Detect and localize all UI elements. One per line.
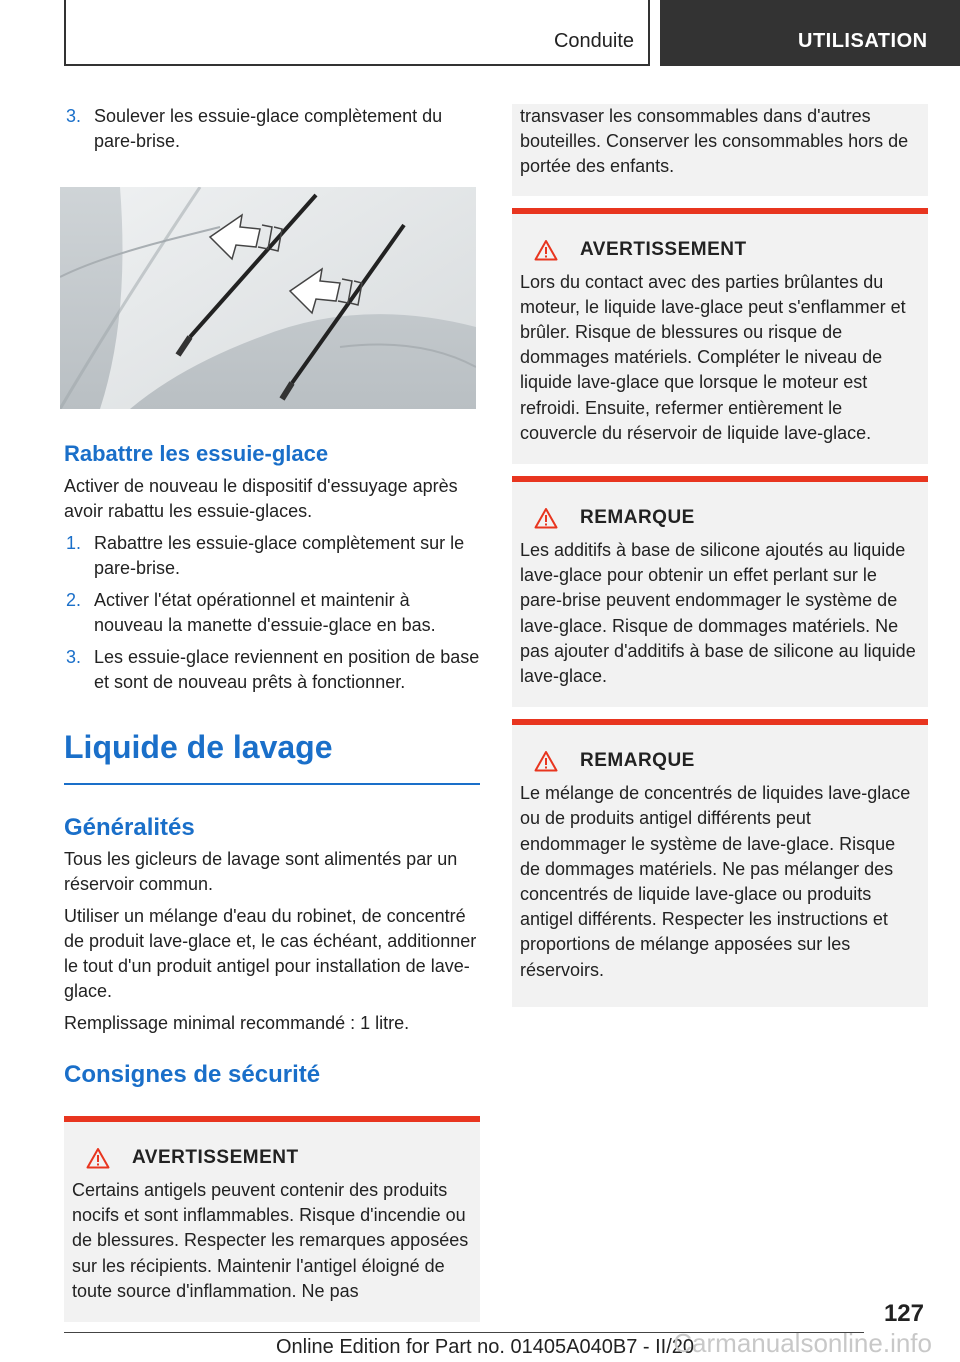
notice-type: AVERTISSEMENT (132, 1147, 299, 1168)
wiper-illustration (60, 187, 476, 409)
step-text: Rabattre les essuie-glace complètement sur le pare-brise. (94, 533, 465, 578)
step-number: 3. (66, 647, 82, 667)
warning-triangle-icon (86, 1147, 110, 1169)
step-text: Activer l'état opérationnel et maintenir à nouveau la manette d'essuie-glace en bas. (94, 590, 436, 635)
step-text: Soulever les essuie-glace complètement du pare-brise. (94, 106, 443, 151)
fold-step (64, 588, 480, 638)
page-number: 127 (883, 1300, 924, 1327)
header-section-tab (64, 0, 650, 66)
notice-text: Le mélange de concentrés de liquides lave-glace ou de produits antigel différents peut endommager le système de lave-glace. Risque de dommages matériels. Ne pas mélanger des concentrés de liquide lave-glace ou produits antigel différents. Respecter les instructions et proportions de mélange apposées sur les réservoirs. (520, 783, 911, 980)
fold-section-title: Rabattre les essuie-glace (64, 441, 329, 466)
notice-text: Certains antigels peuvent contenir des produits nocifs et sont inflammables. Risque d'incendie ou de blessures. Respecter les remarques apposées sur les récipients. Maintenir l'antigel éloigné de toute source d'inflammation. Ne pas (72, 1180, 469, 1301)
warning-triangle-icon (534, 239, 558, 261)
step-number: 2. (66, 590, 82, 610)
footer-edition: Online Edition for Part no. 01405A040B7 - II/20 (275, 1336, 694, 1358)
left-column (64, 104, 480, 1322)
notice-type: REMARQUE (580, 507, 695, 529)
intro-step (64, 104, 480, 154)
note-box (512, 476, 928, 707)
notice-type: AVERTISSEMENT (580, 238, 747, 260)
step-number: 3. (66, 106, 82, 126)
step-text: Les essuie-glace reviennent en position de base et sont de nouveau prêts à fonctionner. (94, 647, 480, 692)
header-chapter-tab (660, 0, 960, 66)
header-section-title: Conduite (553, 30, 634, 52)
fold-section-intro: Activer de nouveau le dispositif d'essuyage après avoir rabattu les essuie-glaces. (64, 476, 458, 521)
warning-box (512, 208, 928, 464)
watermark: Carmanualsonline.info (673, 1328, 932, 1358)
washer-fluid-heading: Liquide de lavage (64, 725, 480, 785)
warning-box (64, 1116, 480, 1322)
header-chapter-title: UTILISATION (798, 30, 928, 52)
safety-heading: Consignes de sécurité (64, 1061, 321, 1088)
warning-triangle-icon (534, 750, 558, 772)
notice-text: Lors du contact avec des parties brûlantes du moteur, le liquide lave-glace peut s'enflammer et brûler. Risque de blessures ou risque de dommages matériels. Compléter le niveau de liquide lave-glace que lorsque le moteur est refroidi. Ensuite, refermer entièrement le couvercle du réservoir de liquide lave-glace. (520, 271, 906, 443)
notice-text: Les additifs à base de silicone ajoutés au liquide lave-glace pour obtenir un effet perlant sur le pare-brise peuvent endommager le système de lave-glace. Risque de dommages matériels. Ne pas ajouter d'additifs à base de silicone au liquide lave-glace. (520, 540, 916, 687)
notice-type: REMARQUE (580, 750, 695, 772)
note-box (512, 719, 928, 1007)
general-paragraph-1: Tous les gicleurs de lavage sont alimentés par un réservoir commun. (64, 849, 458, 894)
general-paragraph-3: Remplissage minimal recommandé : 1 litre. (64, 1013, 410, 1033)
right-column (512, 104, 928, 1007)
fold-step (64, 645, 480, 695)
step-number: 1. (66, 533, 82, 553)
warning-box-continuation: transvaser les consommables dans d'autres bouteilles. Conserver les consommables hors de portée des enfants. (512, 104, 928, 196)
warning-triangle-icon (534, 507, 558, 529)
general-paragraph-2: Utiliser un mélange d'eau du robinet, de concentré de produit lave-glace et, le cas échéant, additionner le tout d'un produit antigel pour installation de lave-glace. (64, 906, 477, 1001)
general-heading: Généralités (64, 814, 195, 841)
fold-step (64, 531, 480, 581)
